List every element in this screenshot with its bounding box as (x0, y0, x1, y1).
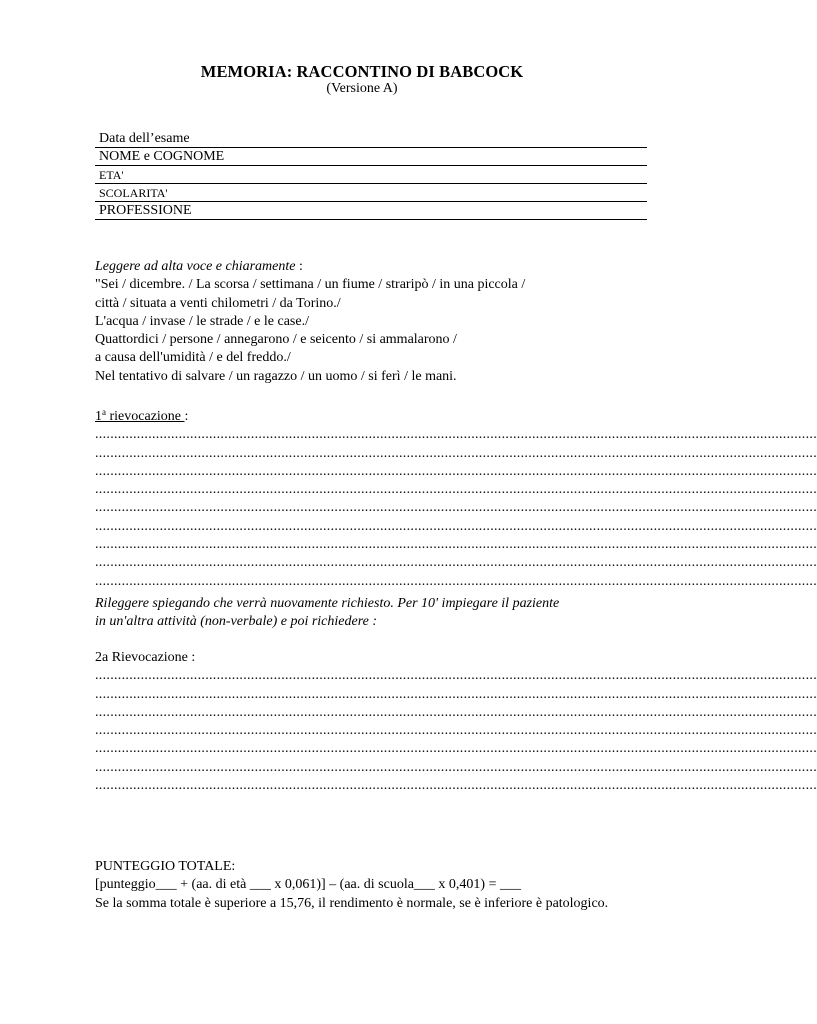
scoring-note: Se la somma totale è superiore a 15,76, il rendimento è normale, se è inferiore è patologico. (95, 895, 609, 911)
recall-1-section (95, 403, 817, 591)
profession-field[interactable]: PROFESSIONE (95, 203, 647, 220)
scoring-section (95, 858, 650, 913)
name-surname-field[interactable]: NOME e COGNOME (95, 149, 647, 166)
reread-instruction (95, 595, 650, 632)
read-instruction (95, 258, 650, 276)
recall-1-number: 1 (95, 409, 102, 424)
recall-2-answer-line[interactable]: .............................................................................................................................................................................................. (95, 704, 817, 720)
recall-1-answer-line[interactable]: .............................................................................................................................................................................................. (95, 518, 817, 534)
recall-1-superscript: a (102, 407, 106, 417)
reread-line: Rileggere spiegando che verrà nuovamente richiesto. Per 10' impiegare il paziente (95, 596, 560, 611)
recall-1-answer-line[interactable]: .............................................................................................................................................................................................. (95, 573, 817, 589)
story-line: a causa dell'umidità / e del freddo./ (95, 350, 291, 366)
story-line: città / situata a venti chilometri / da Torino./ (95, 295, 341, 311)
schooling-field[interactable]: SCOLARITA' (95, 185, 647, 202)
read-instruction-suffix: : (295, 259, 303, 274)
recall-2-answer-line[interactable]: .............................................................................................................................................................................................. (95, 741, 817, 757)
recall-1-colon: : (184, 409, 189, 424)
recall-1-answer-line[interactable]: .............................................................................................................................................................................................. (95, 427, 817, 443)
recall-2-answer-line[interactable]: .............................................................................................................................................................................................. (95, 778, 817, 794)
recall-2-answer-line[interactable]: .............................................................................................................................................................................................. (95, 686, 817, 702)
recall-1-answer-line[interactable]: .............................................................................................................................................................................................. (95, 445, 817, 461)
recall-2-heading: 2a Rievocazione : (95, 650, 196, 665)
story-line: "Sei / dicembre. / La scorsa / settimana / un fiume / straripò / in una piccola / (95, 277, 526, 293)
reread-line: in un'altra attività (non-verbale) e poi richiedere : (95, 614, 378, 630)
recall-1-answer-line[interactable]: .............................................................................................................................................................................................. (95, 482, 817, 498)
story-section (95, 258, 650, 386)
age-field[interactable]: ETA' (95, 167, 647, 184)
recall-2-answer-line[interactable]: .............................................................................................................................................................................................. (95, 668, 817, 684)
recall-2-answer-line[interactable]: .............................................................................................................................................................................................. (95, 723, 817, 739)
recall-1-answer-line[interactable]: .............................................................................................................................................................................................. (95, 500, 817, 516)
scoring-title: PUNTEGGIO TOTALE: (95, 859, 236, 874)
recall-1-answer-line[interactable]: .............................................................................................................................................................................................. (95, 463, 817, 479)
document-title: MEMORIA: RACCONTINO DI BABCOCK (200, 62, 524, 81)
scoring-formula: [punteggio___ + (aa. di età ___ x 0,061)] – (aa. di scuola___ x 0,401) = ___ (95, 877, 521, 893)
recall-1-answer-line[interactable]: .............................................................................................................................................................................................. (95, 555, 817, 571)
story-line: Nel tentativo di salvare / un ragazzo / un uomo / si ferì / le mani. (95, 368, 457, 384)
recall-2-answer-line[interactable]: .............................................................................................................................................................................................. (95, 759, 817, 775)
recall-2-section (95, 649, 817, 795)
document-subtitle: (Versione A) (326, 81, 398, 96)
read-instruction-label: Leggere ad alta voce e chiaramente (95, 259, 296, 274)
patient-info-table (95, 129, 647, 220)
recall-1-answer-line[interactable]: .............................................................................................................................................................................................. (95, 537, 817, 553)
story-line: L'acqua / invase / le strade / e le case./ (95, 313, 309, 329)
exam-date-field[interactable]: Data dell’esame (95, 129, 647, 148)
story-line: Quattordici / persone / annegarono / e seicento / si ammalarono / (95, 332, 457, 348)
recall-1-label (95, 409, 185, 424)
recall-1-text: rievocazione (106, 409, 185, 424)
recall-1-heading (95, 403, 650, 426)
